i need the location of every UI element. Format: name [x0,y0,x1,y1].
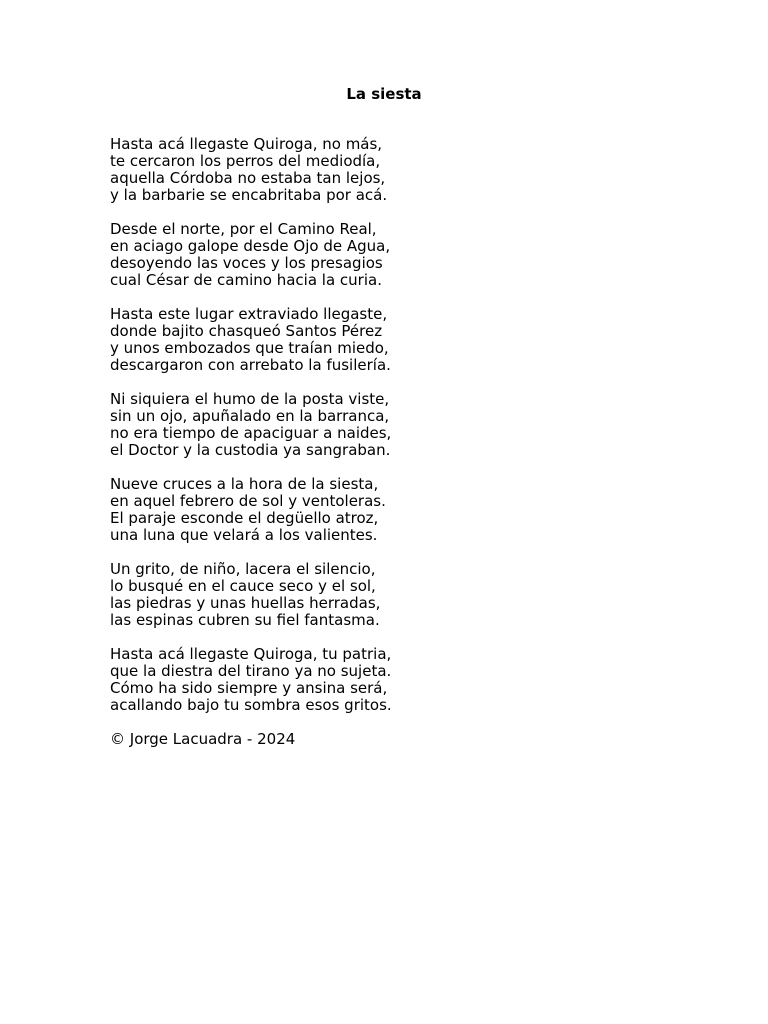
stanza [110,136,710,204]
poem-line: no era tiempo de apaciguar a naides, [110,424,392,442]
stanza [110,476,710,544]
stanza [110,306,710,374]
poem-line: en aquel febrero de sol y ventoleras. [110,492,386,510]
poem-line: Un grito, de niño, lacera el silencio, [110,560,376,578]
poem-line: Ni siquiera el humo de la posta viste, [110,390,390,408]
poem-title: La siesta [346,85,422,103]
poem-line: las piedras y unas huellas herradas, [110,594,381,612]
poem-line: donde bajito chasqueó Santos Pérez [110,322,383,340]
poem-line: y la barbarie se encabritaba por acá. [110,186,388,204]
poem-line: Desde el norte, por el Camino Real, [110,220,377,238]
poem-line: Hasta este lugar extraviado llegaste, [110,305,388,323]
poem-line: las espinas cubren su fiel fantasma. [110,611,380,629]
stanza [110,561,710,629]
poem-line: y unos embozados que traían miedo, [110,339,389,357]
poem-body [110,136,710,748]
copyright-notice: © Jorge Lacuadra - 2024 [110,730,296,748]
poem-line: sin un ojo, apuñalado en la barranca, [110,407,390,425]
poem-line: Hasta acá llegaste Quiroga, tu patria, [110,645,392,663]
poem-line: te cercaron los perros del mediodía, [110,152,381,170]
poem-line: el Doctor y la custodia ya sangraban. [110,441,391,459]
poem-line: que la diestra del tirano ya no sujeta. [110,662,392,680]
poem-line: descargaron con arrebato la fusilería. [110,356,391,374]
poem-line: desoyendo las voces y los presagios [110,254,383,272]
stanza [110,221,710,289]
stanza [110,646,710,714]
poem-line: Cómo ha sido siempre y ansina será, [110,679,388,697]
poem-line: acallando bajo tu sombra esos gritos. [110,696,392,714]
poem-line: aquella Córdoba no estaba tan lejos, [110,169,386,187]
poem-line: El paraje esconde el degüello atroz, [110,509,379,527]
poem-line: una luna que velará a los valientes. [110,526,378,544]
poem-line: lo busqué en el cauce seco y el sol, [110,577,376,595]
poem-line: Hasta acá llegaste Quiroga, no más, [110,135,383,153]
poem-line: Nueve cruces a la hora de la siesta, [110,475,379,493]
poem-line: en aciago galope desde Ojo de Agua, [110,237,391,255]
stanza [110,391,710,459]
poem-line: cual César de camino hacia la curia. [110,271,382,289]
